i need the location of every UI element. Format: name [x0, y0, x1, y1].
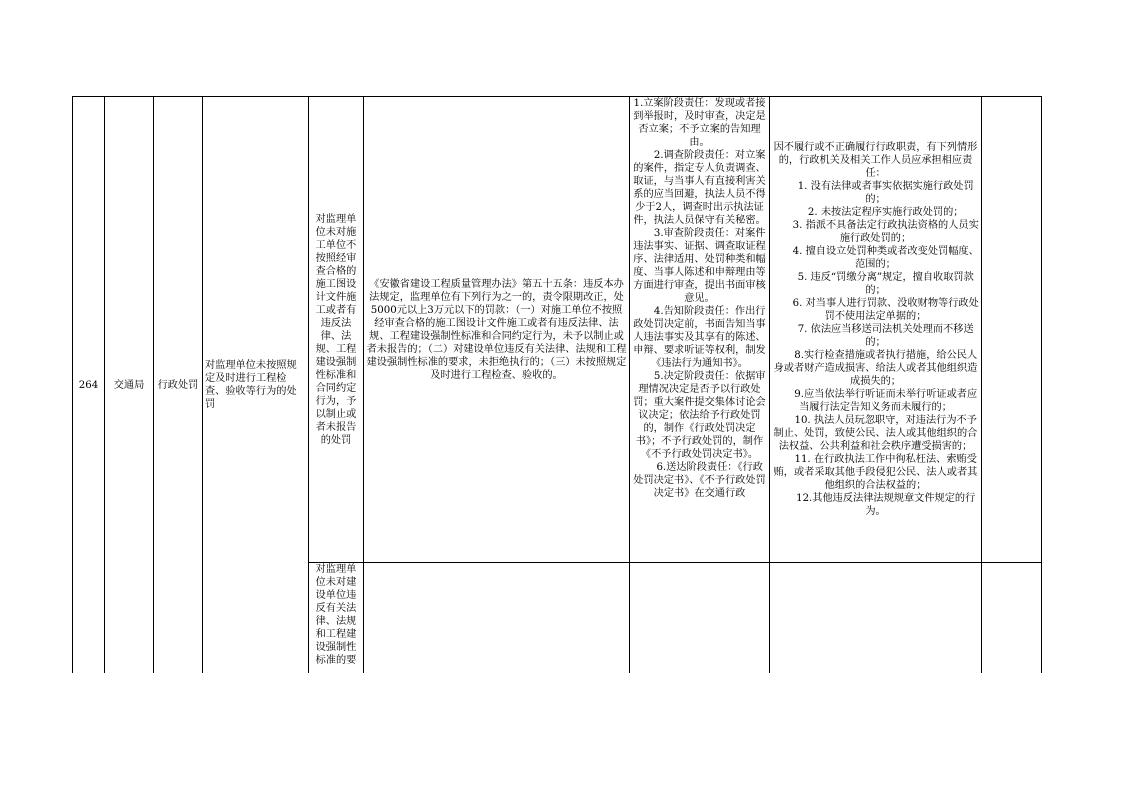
accountability-item: 11. 在行政执法工作中徇私枉法、索贿受贿，或者采取其他手段侵犯公民、法人或者其他组织的合法权益的； — [773, 454, 978, 491]
legal-basis-cell — [364, 563, 630, 674]
duty-item: 6.送达阶段责任：《行政处罚决定书》、《不予行政处罚决定书》在交通行政 — [633, 462, 766, 499]
remarks-cell — [982, 563, 1042, 674]
accountability-item: 4. 擅自设立处罚种类或者改变处罚幅度、范围的； — [792, 246, 979, 270]
accountability-item: 12.其他违反法律法规规章文件规定的行为。 — [796, 493, 976, 517]
sub-item-name-cell — [309, 563, 364, 674]
accountability-item: 2. 未按法定程序实施行政处罚的； — [807, 207, 964, 218]
duty-item: 5.决定阶段责任：依据审理情况决定是否予以行政处罚；重大案件提交集体讨论会议决定；依法给予行政处罚的，制作《行政处罚决定书》；不予行政处罚的，制作《不予行政处罚决定书》。 — [633, 371, 766, 460]
accountability-cell — [770, 563, 982, 674]
remarks-cell — [982, 97, 1042, 563]
category-cell: 行政处罚 — [154, 97, 203, 674]
accountability-item: 7. 依法应当移送司法机关处理而不移送的； — [797, 324, 974, 348]
row-number: 264 — [73, 97, 105, 674]
accountability-item: 5. 违反“罚缴分离”规定，擅自收取罚款的； — [797, 272, 974, 296]
table-row — [73, 97, 1042, 563]
legal-basis-cell: 《安徽省建设工程质量管理办法》第五十五条：违反本办法规定，监理单位有下列行为之一的，责令限期改正，处5000元以上3万元以下的罚款：（一）对施工单位不按照经审查合格的施工图设计文件施工或者有违反法律、法规、工程建设强制性标准和合同约定行为，未予以制止或者未报告的；（二）对建设单位违反有关法律、法规和工程建设强制性标准的要求，未拒绝执行的；（三）未按照规定及时进行工程检查、验收的。 — [364, 97, 630, 563]
sub-item-name-cell: 对监理单位未对施工单位不按照经审查合格的施工图设计文件施工或者有违反法律、法规、工程建设强制性标准和合同约定行为，予以制止或者未报告的处罚 — [309, 97, 364, 563]
duty-item: 3.审查阶段责任：对案件违法事实、证据、调查取证程序、法律适用、处罚种类和幅度、当事人陈述和申辩理由等方面进行审查，提出书面审核意见。 — [633, 228, 766, 304]
sub-item-name-text: 对监理单位未对建设单位违反有关法律、法规和工程建设强制性标准的要 — [315, 564, 357, 666]
department-cell: 交通局 — [105, 97, 154, 674]
accountability-item: 6. 对当事人进行罚款、没收财物等行政处罚不使用法定单据的； — [792, 298, 979, 322]
accountability-item: 9.应当依法举行听证而未举行听证或者应当履行法定告知义务而未履行的； — [794, 389, 978, 413]
duty-item: 4.告知阶段责任：作出行政处罚决定前，书面告知当事人违法事实及其享有的陈述、申辩、要求听证等权利，制发《违法行为通知书》。 — [633, 306, 766, 369]
responsibility-table — [72, 96, 1042, 673]
accountability-item: 8.实行检查措施或者执行措施，给公民人身或者财产造成损害、给法人或者其他组织造成损失的； — [773, 350, 978, 387]
duty-item: 2.调查阶段责任：对立案的案件，指定专人负责调查、取证，与当事人有直接利害关系的应当回避，执法人员不得少于2人，调查时出示执法证件，执法人员保守有关秘密。 — [633, 150, 766, 226]
duties-cell — [630, 97, 770, 563]
duty-item: 1.立案阶段责任：发现或者接到举报时，及时审查，决定是否立案；不予立案的告知理由。 — [633, 98, 766, 148]
accountability-cell — [770, 97, 982, 563]
accountability-item: 10. 执法人员玩忽职守，对违法行为不予制止、处罚，致使公民、法人或其他组织的合法权益、公共利益和社会秩序遭受损害的； — [773, 415, 978, 452]
item-name-cell: 对监理单位未按照规定及时进行工程检查、验收等行为的处罚 — [203, 97, 309, 674]
duties-cell — [630, 563, 770, 674]
accountability-item: 因不履行或不正确履行行政职责，有下列情形的，行政机关及相关工作人员应承担相应责任： — [773, 142, 978, 179]
accountability-item: 3. 指派不具备法定行政执法资格的人员实施行政处罚的； — [792, 220, 979, 244]
accountability-item: 1. 没有法律或者事实依据实施行政处罚的； — [797, 181, 974, 205]
